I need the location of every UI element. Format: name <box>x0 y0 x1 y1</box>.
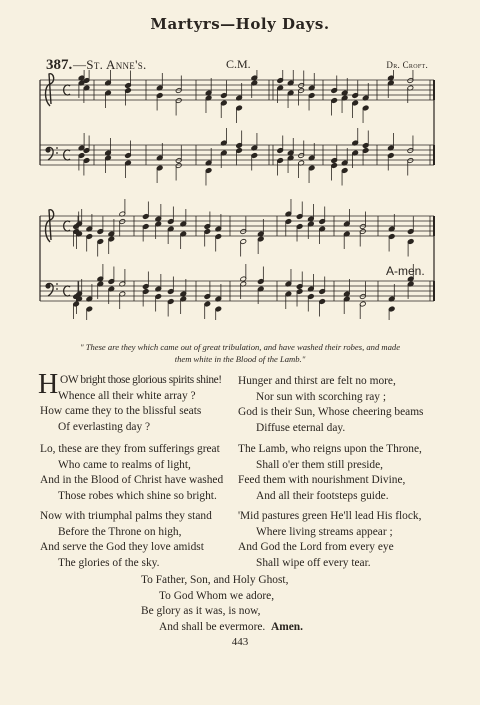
quote-line: them white in the Blood of the Lamb." <box>174 354 306 364</box>
verse-2 <box>40 442 223 504</box>
verse-line: Where living streams appear ; <box>256 525 393 538</box>
verse-line: Those robes which shine so bright. <box>58 489 217 502</box>
running-header: Martyrs—Holy Days. <box>150 15 330 33</box>
verse-line: Diffuse eternal day. <box>256 421 346 434</box>
amen-word: Amen. <box>270 620 303 633</box>
verse-3 <box>40 509 212 571</box>
verse-line: Now with triumphal palms they stand <box>40 510 212 522</box>
bass-clef-icon <box>56 147 58 149</box>
verse-line: God is their Sun, Whose cheering beams <box>238 406 424 419</box>
verse-line: The glories of the sky. <box>58 556 160 569</box>
verse-6 <box>238 509 421 571</box>
quote-line: " These are they which came out of great tribulation, and have washed their robes, and made <box>79 342 401 352</box>
verse-line: And all their footsteps guide. <box>256 489 389 502</box>
verse-line: Of everlasting day ? <box>58 420 151 433</box>
verse-line: To God Whom we adore, <box>159 589 275 602</box>
verse-line: Who came to realms of light, <box>58 458 191 471</box>
verse-line: 'Mid pastures green He'll lead His flock, <box>238 510 422 522</box>
verse-line-text: And shall be evermore. <box>159 620 266 633</box>
verse-line: Shall o'er them still preside, <box>256 458 384 471</box>
verse-line <box>141 620 303 636</box>
verse-line: Be glory as it was, is now, <box>141 605 261 618</box>
bass-clef-icon <box>56 288 58 290</box>
verse-line: And in the Blood of Christ have washed <box>40 474 224 487</box>
tune-name: —St. Anne's. <box>73 57 147 72</box>
bass-clef-icon <box>56 283 58 285</box>
verse-line: And God the Lord from every eye <box>238 541 394 554</box>
music-score <box>0 70 480 320</box>
amen-lyric: A-men. <box>386 264 425 278</box>
verse-1 <box>38 369 240 435</box>
verse-5 <box>238 442 422 504</box>
verse-line: Hunger and thirst are felt no more, <box>238 375 396 387</box>
verse-line: And serve the God they love amidst <box>40 541 204 554</box>
doxology <box>141 573 303 635</box>
verse-line: Whence all their white array ? <box>58 389 196 402</box>
verse-line: How came they to the blissful seats <box>40 405 202 418</box>
verse-line: To Father, Son, and Holy Ghost, <box>141 574 289 586</box>
verse-line: Feed them with nourishment Divine, <box>238 474 406 487</box>
verse-line: Nor sun with scorching ray ; <box>256 390 387 403</box>
bass-clef-icon <box>56 152 58 154</box>
verse-line: OW bright those glorious spirits shine! <box>60 374 222 386</box>
drop-cap: H <box>38 369 59 400</box>
composer: Dr. Croft. <box>386 60 428 70</box>
verse-line: Before the Throne on high, <box>58 525 182 538</box>
page-number: 443 <box>231 636 249 648</box>
verse-line: The Lamb, who reigns upon the Throne, <box>238 443 422 455</box>
verse-line: Shall wipe off every tear. <box>256 556 371 569</box>
meter: C.M. <box>226 57 251 71</box>
verse-4 <box>238 374 423 436</box>
scripture-quote <box>44 341 436 365</box>
hymn-number: 387. <box>46 57 73 73</box>
verse-line: Lo, these are they from sufferings great <box>40 443 220 455</box>
